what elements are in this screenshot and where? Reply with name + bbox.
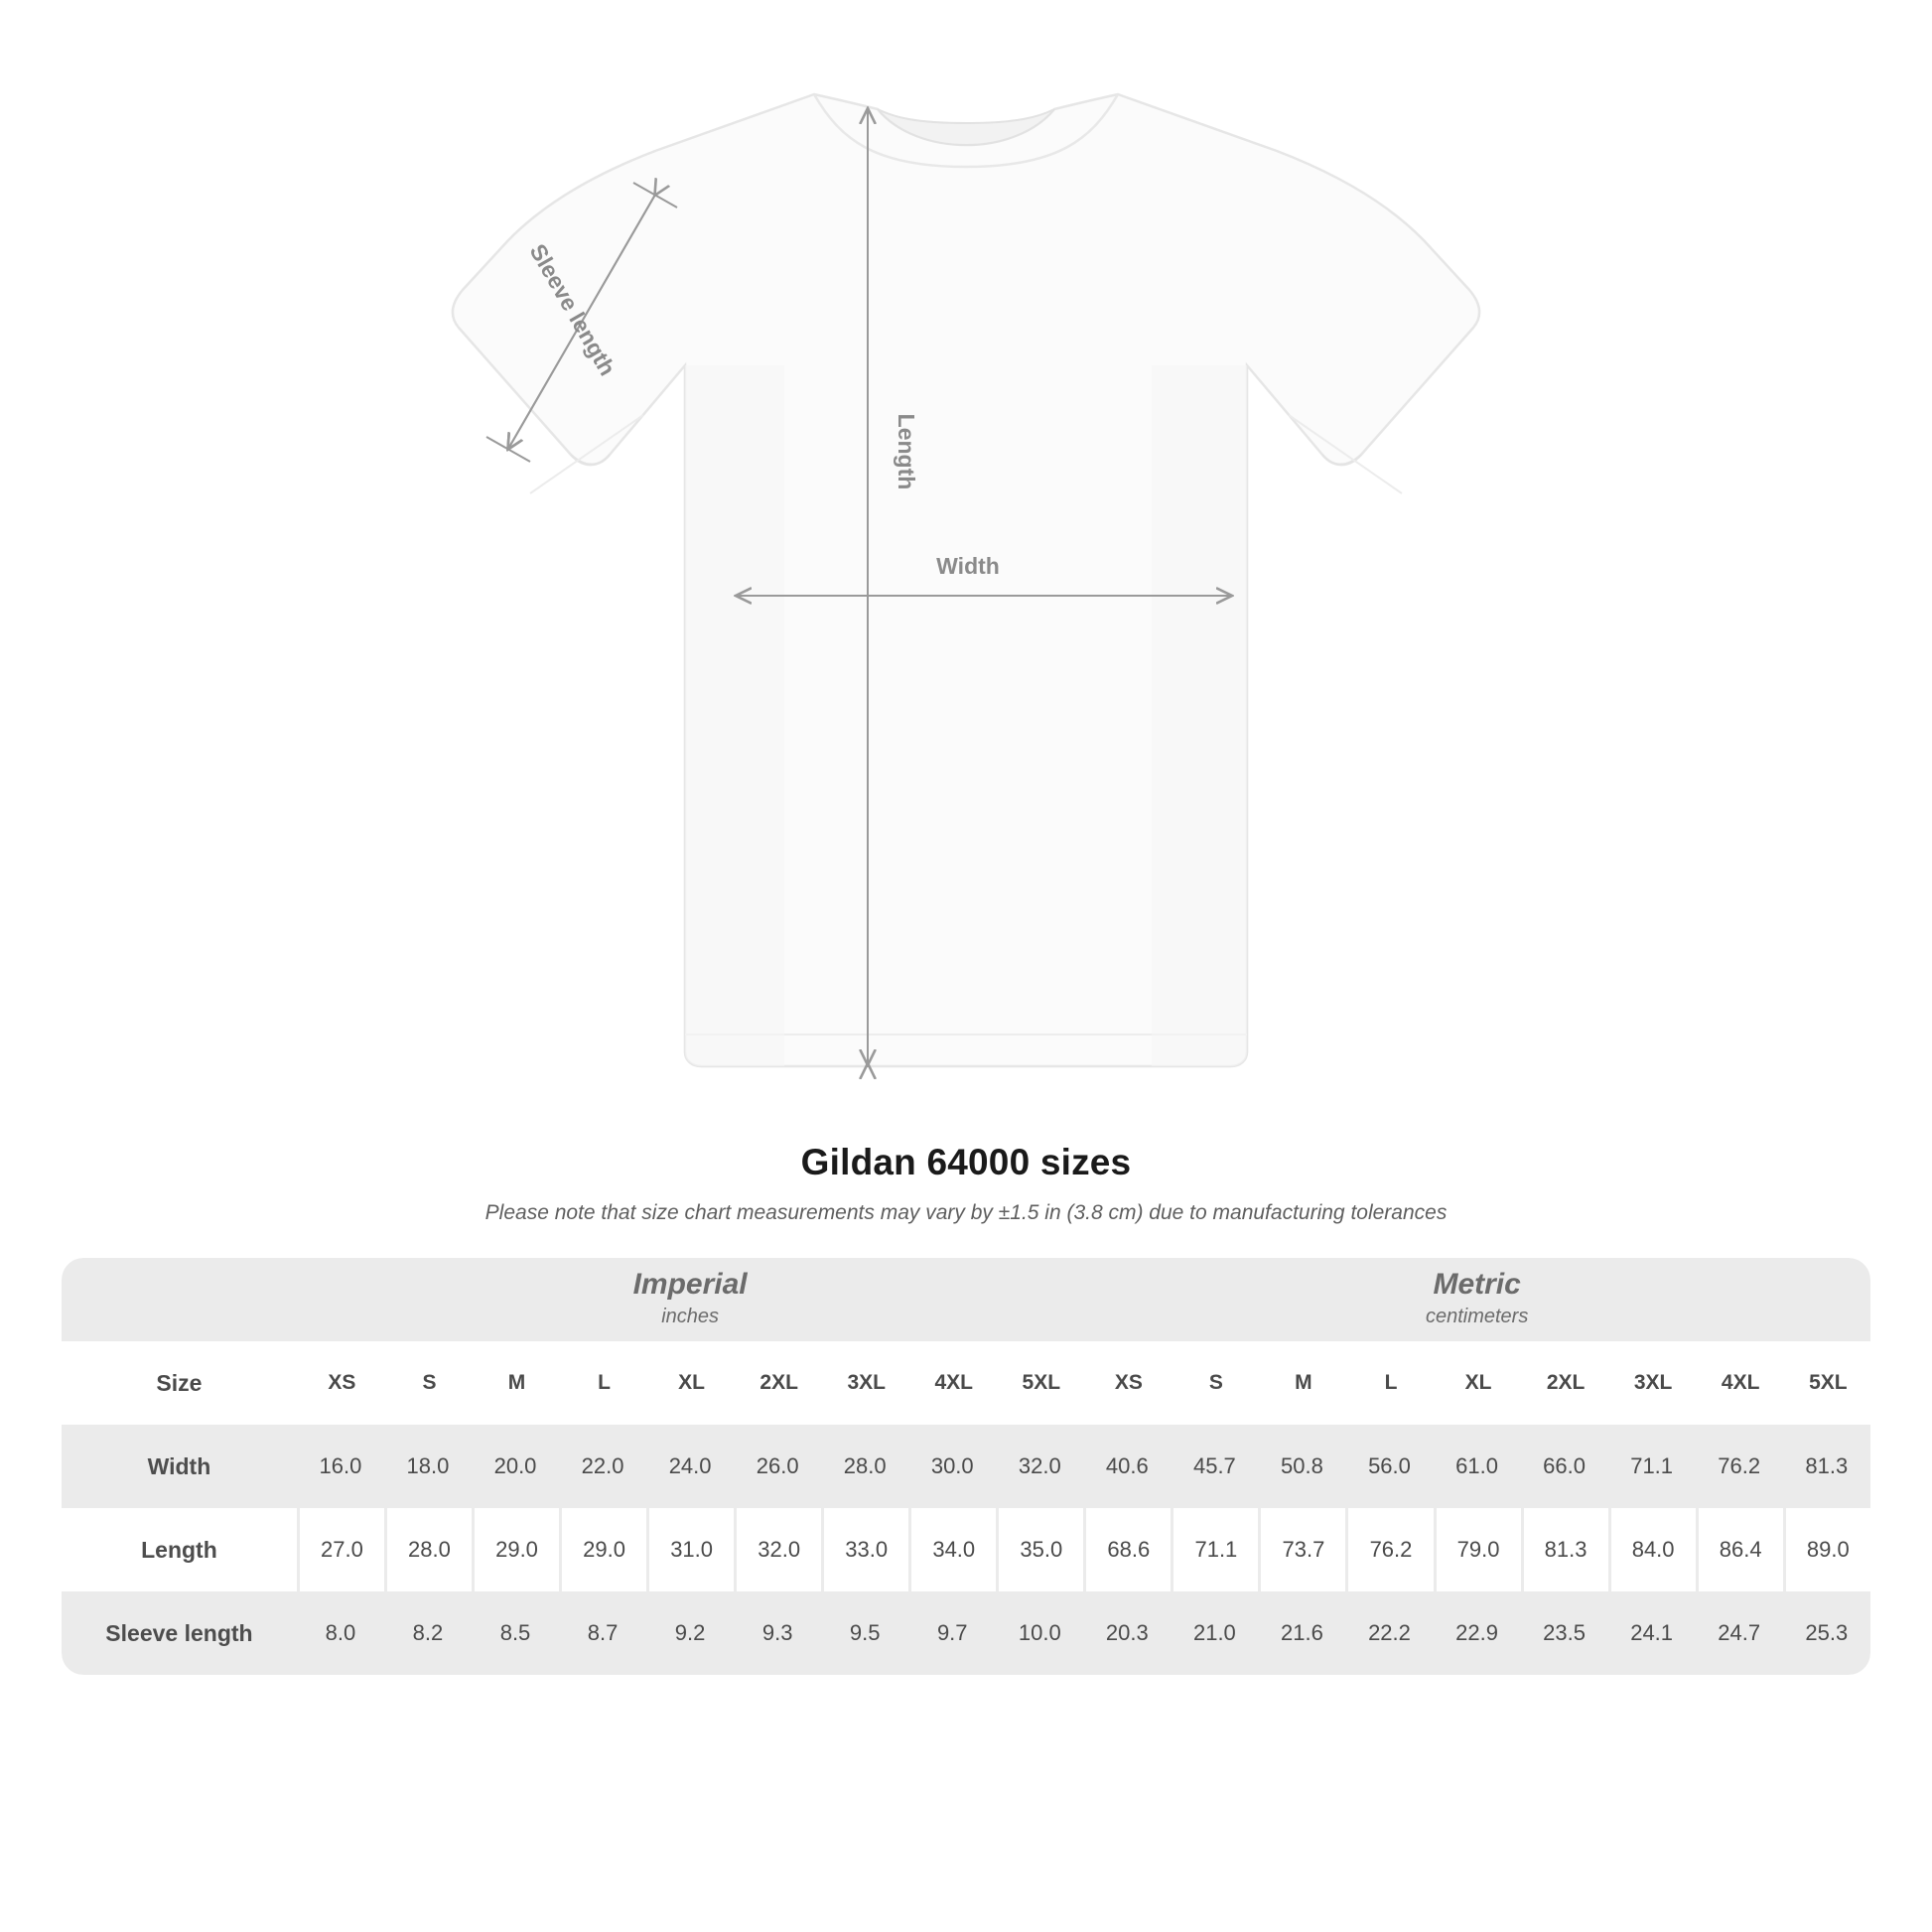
tshirt-shape — [453, 94, 1479, 1066]
length-l-metric: 76.2 — [1345, 1508, 1433, 1591]
size-header-m-imperial: M — [472, 1341, 559, 1425]
unit-metric-cell — [1083, 1258, 1870, 1341]
length-s-imperial: 28.0 — [384, 1508, 472, 1591]
sleeve-m-imperial: 8.5 — [472, 1591, 559, 1675]
length-2xl-imperial: 32.0 — [734, 1508, 821, 1591]
size-header-5xl-imperial: 5XL — [996, 1341, 1083, 1425]
length-3xl-metric: 84.0 — [1608, 1508, 1696, 1591]
length-5xl-imperial: 35.0 — [996, 1508, 1083, 1591]
length-s-metric: 71.1 — [1171, 1508, 1258, 1591]
width-4xl-metric: 76.2 — [1696, 1425, 1783, 1508]
size-header-2xl-metric: 2XL — [1521, 1341, 1608, 1425]
size-header-xs-metric: XS — [1083, 1341, 1171, 1425]
width-l-imperial: 22.0 — [559, 1425, 646, 1508]
table-row-sleeve-length — [62, 1591, 1870, 1675]
size-header-4xl-imperial: 4XL — [908, 1341, 996, 1425]
size-header-s-metric: S — [1171, 1341, 1258, 1425]
width-3xl-metric: 71.1 — [1608, 1425, 1696, 1508]
unit-imperial-name: Imperial — [632, 1268, 748, 1302]
sleeve-5xl-metric: 25.3 — [1783, 1591, 1870, 1675]
title-block — [0, 1142, 1932, 1225]
table-row-width — [62, 1425, 1870, 1508]
width-xs-metric: 40.6 — [1083, 1425, 1171, 1508]
length-m-metric: 73.7 — [1258, 1508, 1345, 1591]
label-sleeve-length: Sleeve length — [524, 239, 621, 380]
label-width: Width — [936, 553, 1000, 579]
size-header-label: Size — [62, 1341, 297, 1425]
size-header-xl-metric: XL — [1434, 1341, 1521, 1425]
width-s-metric: 45.7 — [1171, 1425, 1258, 1508]
length-xs-metric: 68.6 — [1083, 1508, 1171, 1591]
unit-corner-cell — [62, 1258, 297, 1341]
width-xl-imperial: 24.0 — [646, 1425, 734, 1508]
sleeve-2xl-metric: 23.5 — [1521, 1591, 1608, 1675]
sleeve-s-imperial: 8.2 — [384, 1591, 472, 1675]
size-header-xs-imperial: XS — [297, 1341, 384, 1425]
length-l-imperial: 29.0 — [559, 1508, 646, 1591]
sleeve-l-metric: 22.2 — [1345, 1591, 1433, 1675]
row-label-length: Length — [62, 1508, 297, 1591]
length-m-imperial: 29.0 — [472, 1508, 559, 1591]
sleeve-m-metric: 21.6 — [1258, 1591, 1345, 1675]
label-length: Length — [894, 413, 919, 490]
sleeve-5xl-imperial: 10.0 — [996, 1591, 1083, 1675]
unit-header-row — [62, 1258, 1870, 1341]
size-header-4xl-metric: 4XL — [1696, 1341, 1783, 1425]
width-l-metric: 56.0 — [1345, 1425, 1433, 1508]
sleeve-2xl-imperial: 9.3 — [734, 1591, 821, 1675]
length-2xl-metric: 81.3 — [1521, 1508, 1608, 1591]
sleeve-l-imperial: 8.7 — [559, 1591, 646, 1675]
width-4xl-imperial: 30.0 — [908, 1425, 996, 1508]
sleeve-xs-imperial: 8.0 — [297, 1591, 384, 1675]
size-header-l-imperial: L — [559, 1341, 646, 1425]
size-header-3xl-imperial: 3XL — [821, 1341, 908, 1425]
unit-metric-sub: centimeters — [1425, 1305, 1529, 1327]
page-title: Gildan 64000 sizes — [800, 1142, 1132, 1182]
width-m-metric: 50.8 — [1258, 1425, 1345, 1508]
width-m-imperial: 20.0 — [472, 1425, 559, 1508]
width-3xl-imperial: 28.0 — [821, 1425, 908, 1508]
size-header-l-metric: L — [1345, 1341, 1433, 1425]
sleeve-3xl-imperial: 9.5 — [821, 1591, 908, 1675]
sleeve-xl-imperial: 9.2 — [646, 1591, 734, 1675]
sleeve-4xl-imperial: 9.7 — [908, 1591, 996, 1675]
size-table — [62, 1258, 1870, 1675]
sleeve-3xl-metric: 24.1 — [1608, 1591, 1696, 1675]
width-xl-metric: 61.0 — [1434, 1425, 1521, 1508]
unit-metric-name: Metric — [1433, 1268, 1521, 1302]
width-s-imperial: 18.0 — [384, 1425, 472, 1508]
sleeve-xs-metric: 20.3 — [1083, 1591, 1171, 1675]
size-header-5xl-metric: 5XL — [1783, 1341, 1870, 1425]
unit-imperial-cell — [297, 1258, 1083, 1341]
sleeve-4xl-metric: 24.7 — [1696, 1591, 1783, 1675]
length-xl-metric: 79.0 — [1434, 1508, 1521, 1591]
width-2xl-metric: 66.0 — [1521, 1425, 1608, 1508]
unit-imperial-sub: inches — [661, 1305, 719, 1327]
width-xs-imperial: 16.0 — [297, 1425, 384, 1508]
tolerance-note: Please note that size chart measurements may vary by ±1.5 in (3.8 cm) due to manufacturing tolerances — [484, 1201, 1448, 1224]
length-5xl-metric: 89.0 — [1783, 1508, 1870, 1591]
size-header-xl-imperial: XL — [646, 1341, 734, 1425]
length-xl-imperial: 31.0 — [646, 1508, 734, 1591]
row-label-width: Width — [62, 1425, 297, 1508]
row-label-sleeve-length: Sleeve length — [62, 1591, 297, 1675]
table-row-length — [62, 1508, 1870, 1591]
width-5xl-imperial: 32.0 — [996, 1425, 1083, 1508]
length-3xl-imperial: 33.0 — [821, 1508, 908, 1591]
width-2xl-imperial: 26.0 — [734, 1425, 821, 1508]
size-header-2xl-imperial: 2XL — [734, 1341, 821, 1425]
size-header-s-imperial: S — [384, 1341, 472, 1425]
size-header-3xl-metric: 3XL — [1608, 1341, 1696, 1425]
width-5xl-metric: 81.3 — [1783, 1425, 1870, 1508]
sleeve-s-metric: 21.0 — [1171, 1591, 1258, 1675]
size-header-row — [62, 1341, 1870, 1425]
length-4xl-metric: 86.4 — [1696, 1508, 1783, 1591]
length-4xl-imperial: 34.0 — [908, 1508, 996, 1591]
size-header-m-metric: M — [1258, 1341, 1345, 1425]
length-xs-imperial: 27.0 — [297, 1508, 384, 1591]
size-table-wrapper — [62, 1258, 1870, 1675]
sleeve-xl-metric: 22.9 — [1434, 1591, 1521, 1675]
